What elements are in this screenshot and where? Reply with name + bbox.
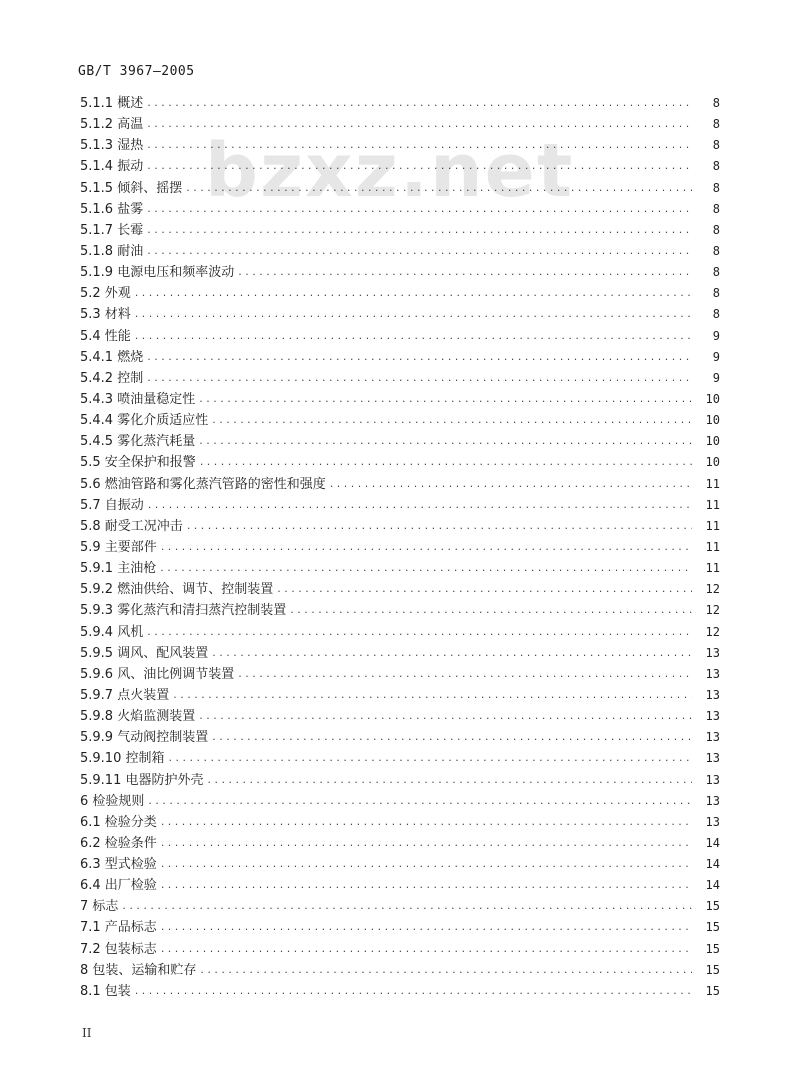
toc-entry-page: 9 bbox=[712, 370, 720, 385]
toc-leader-dots bbox=[135, 282, 692, 303]
toc-leader-dots bbox=[135, 325, 692, 346]
toc-entry-label: 5.2 外观 bbox=[80, 286, 131, 302]
toc-entry-page: 13 bbox=[705, 730, 720, 745]
toc-entry-page: 8 bbox=[712, 201, 720, 216]
toc-leader-dots bbox=[212, 642, 692, 663]
toc-entry bbox=[80, 917, 720, 938]
toc-entry-page: 13 bbox=[705, 751, 720, 766]
toc-leader-dots bbox=[238, 663, 692, 684]
toc-leader-dots bbox=[122, 895, 692, 916]
toc-entry-page: 14 bbox=[705, 857, 720, 872]
toc-entry bbox=[80, 431, 720, 452]
toc-entry bbox=[80, 241, 720, 262]
toc-leader-dots bbox=[161, 853, 692, 874]
toc-entry bbox=[80, 537, 720, 558]
toc-leader-dots bbox=[147, 92, 692, 113]
toc-entry bbox=[80, 791, 720, 812]
toc-leader-dots bbox=[147, 346, 692, 367]
toc-entry bbox=[80, 727, 720, 748]
toc-entry-label: 5.7 自振动 bbox=[80, 497, 144, 513]
toc-entry-label: 8 包装、运输和贮存 bbox=[80, 962, 197, 978]
toc-entry bbox=[80, 326, 720, 347]
toc-entry-page: 13 bbox=[705, 645, 720, 660]
toc-entry-label: 6 检验规则 bbox=[80, 793, 145, 809]
toc-entry-label: 5.8 耐受工况冲击 bbox=[80, 518, 183, 534]
toc-entry-label: 5.9.10 控制箱 bbox=[80, 751, 165, 767]
toc-entry-page: 11 bbox=[705, 539, 720, 554]
toc-leader-dots bbox=[161, 811, 692, 832]
toc-entry-page: 15 bbox=[705, 920, 720, 935]
toc-entry-page: 10 bbox=[705, 434, 720, 449]
table-of-contents bbox=[80, 93, 720, 1002]
page-number: II bbox=[82, 1026, 92, 1040]
toc-entry-page: 12 bbox=[705, 603, 720, 618]
document-code: GB/T 3967—2005 bbox=[78, 64, 195, 79]
toc-entry-label: 5.9.9 气动阀控制装置 bbox=[80, 730, 209, 746]
toc-leader-dots bbox=[161, 874, 692, 895]
toc-entry bbox=[80, 981, 720, 1002]
toc-entry bbox=[80, 685, 720, 706]
toc-entry-label: 5.5 安全保护和报警 bbox=[80, 455, 196, 471]
toc-entry bbox=[80, 558, 720, 579]
toc-entry-page: 10 bbox=[705, 391, 720, 406]
toc-leader-dots bbox=[161, 916, 692, 937]
toc-entry-page: 14 bbox=[705, 878, 720, 893]
toc-entry bbox=[80, 199, 720, 220]
toc-leader-dots bbox=[135, 980, 692, 1001]
toc-entry-label: 5.6 燃油管路和雾化蒸汽管路的密性和强度 bbox=[80, 476, 326, 492]
toc-entry bbox=[80, 495, 720, 516]
toc-entry-label: 5.3 材料 bbox=[80, 307, 131, 323]
toc-leader-dots bbox=[290, 599, 692, 620]
toc-entry bbox=[80, 833, 720, 854]
toc-entry-page: 15 bbox=[705, 899, 720, 914]
toc-entry-label: 5.4.1 燃烧 bbox=[80, 349, 144, 365]
toc-entry-label: 8.1 包装 bbox=[80, 983, 131, 999]
toc-entry-label: 5.9.4 风机 bbox=[80, 624, 144, 640]
toc-leader-dots bbox=[147, 367, 692, 388]
toc-entry-label: 6.4 出厂检验 bbox=[80, 878, 157, 894]
toc-entry-page: 8 bbox=[712, 243, 720, 258]
toc-entry-label: 5.9.11 电器防护外壳 bbox=[80, 772, 204, 788]
toc-entry-label: 5.1.2 高温 bbox=[80, 117, 144, 133]
toc-entry-label: 5.1.8 耐油 bbox=[80, 243, 144, 259]
toc-leader-dots bbox=[238, 261, 692, 282]
toc-entry bbox=[80, 706, 720, 727]
toc-leader-dots bbox=[199, 388, 692, 409]
toc-leader-dots bbox=[161, 938, 692, 959]
toc-entry-label: 5.1.7 长霉 bbox=[80, 222, 144, 238]
toc-entry-page: 13 bbox=[705, 772, 720, 787]
toc-leader-dots bbox=[207, 769, 692, 790]
toc-entry-page: 11 bbox=[705, 518, 720, 533]
toc-leader-dots bbox=[160, 557, 692, 578]
toc-entry-page: 8 bbox=[712, 159, 720, 174]
toc-entry-label: 5.9.3 雾化蒸汽和清扫蒸汽控制装置 bbox=[80, 603, 287, 619]
toc-entry-page: 9 bbox=[712, 328, 720, 343]
toc-entry-label: 5.1.9 电源电压和频率波动 bbox=[80, 265, 235, 281]
toc-entry bbox=[80, 178, 720, 199]
toc-leader-dots bbox=[147, 198, 692, 219]
toc-entry bbox=[80, 939, 720, 960]
toc-entry-label: 5.9.2 燃油供给、调节、控制装置 bbox=[80, 582, 274, 598]
toc-entry-page: 13 bbox=[705, 687, 720, 702]
toc-entry-page: 15 bbox=[705, 941, 720, 956]
toc-leader-dots bbox=[161, 832, 692, 853]
toc-entry bbox=[80, 600, 720, 621]
toc-entry bbox=[80, 93, 720, 114]
toc-leader-dots bbox=[147, 155, 692, 176]
toc-entry-page: 13 bbox=[705, 793, 720, 808]
toc-entry bbox=[80, 262, 720, 283]
toc-entry-label: 7.1 产品标志 bbox=[80, 920, 157, 936]
toc-entry-page: 8 bbox=[712, 286, 720, 301]
toc-entry-page: 8 bbox=[712, 180, 720, 195]
toc-entry bbox=[80, 389, 720, 410]
toc-entry-page: 11 bbox=[705, 497, 720, 512]
toc-leader-dots bbox=[147, 219, 692, 240]
toc-entry bbox=[80, 960, 720, 981]
toc-entry bbox=[80, 875, 720, 896]
toc-entry-page: 10 bbox=[705, 413, 720, 428]
toc-leader-dots bbox=[330, 473, 692, 494]
toc-entry-label: 7 标志 bbox=[80, 899, 119, 915]
toc-leader-dots bbox=[168, 747, 692, 768]
toc-entry bbox=[80, 664, 720, 685]
toc-leader-dots bbox=[212, 409, 692, 430]
toc-entry-page: 13 bbox=[705, 666, 720, 681]
toc-entry-page: 15 bbox=[705, 962, 720, 977]
toc-leader-dots bbox=[200, 959, 692, 980]
toc-leader-dots bbox=[277, 578, 692, 599]
toc-entry-page: 8 bbox=[712, 96, 720, 110]
toc-entry-label: 5.1.5 倾斜、摇摆 bbox=[80, 180, 183, 196]
toc-entry bbox=[80, 622, 720, 643]
toc-entry-label: 5.1.3 湿热 bbox=[80, 138, 144, 154]
toc-entry-label: 6.2 检验条件 bbox=[80, 835, 157, 851]
toc-entry-page: 13 bbox=[705, 814, 720, 829]
toc-entry-label: 5.9.7 点火装置 bbox=[80, 687, 170, 703]
toc-entry-page: 11 bbox=[705, 476, 720, 491]
toc-leader-dots bbox=[186, 177, 692, 198]
toc-entry-label: 5.9.1 主油枪 bbox=[80, 561, 157, 577]
toc-entry-label: 5.9 主要部件 bbox=[80, 539, 157, 555]
toc-leader-dots bbox=[187, 515, 692, 536]
toc-leader-dots bbox=[173, 684, 692, 705]
toc-entry bbox=[80, 368, 720, 389]
toc-entry-label: 5.4.5 雾化蒸汽耗量 bbox=[80, 434, 196, 450]
toc-entry-page: 10 bbox=[705, 455, 720, 470]
toc-entry-page: 8 bbox=[712, 117, 720, 132]
toc-entry-label: 5.4.4 雾化介质适应性 bbox=[80, 413, 209, 429]
toc-entry-page: 8 bbox=[712, 222, 720, 237]
toc-leader-dots bbox=[148, 494, 692, 515]
toc-entry bbox=[80, 220, 720, 241]
toc-entry bbox=[80, 896, 720, 917]
toc-entry-label: 6.3 型式检验 bbox=[80, 857, 157, 873]
toc-leader-dots bbox=[199, 705, 692, 726]
toc-entry-page: 8 bbox=[712, 138, 720, 153]
toc-entry bbox=[80, 156, 720, 177]
toc-entry-page: 14 bbox=[705, 835, 720, 850]
toc-entry-label: 5.1.4 振动 bbox=[80, 159, 144, 175]
toc-entry bbox=[80, 114, 720, 135]
toc-entry bbox=[80, 283, 720, 304]
toc-entry-label: 5.4.2 控制 bbox=[80, 370, 144, 386]
toc-entry bbox=[80, 812, 720, 833]
toc-leader-dots bbox=[161, 536, 692, 557]
toc-leader-dots bbox=[212, 726, 692, 747]
toc-entry bbox=[80, 410, 720, 431]
toc-entry bbox=[80, 770, 720, 791]
toc-entry-page: 13 bbox=[705, 709, 720, 724]
toc-entry-label: 5.1.1 概述 bbox=[80, 96, 144, 111]
toc-entry bbox=[80, 748, 720, 769]
toc-leader-dots bbox=[200, 451, 692, 472]
toc-entry-page: 8 bbox=[712, 307, 720, 322]
toc-entry bbox=[80, 304, 720, 325]
toc-leader-dots bbox=[199, 430, 692, 451]
toc-leader-dots bbox=[147, 134, 692, 155]
toc-entry-page: 8 bbox=[712, 265, 720, 280]
watermark: bzxz.net bbox=[205, 128, 575, 214]
toc-entry-page: 11 bbox=[705, 561, 720, 576]
toc-entry bbox=[80, 452, 720, 473]
toc-leader-dots bbox=[148, 790, 692, 811]
toc-entry-label: 5.1.6 盐雾 bbox=[80, 201, 144, 217]
toc-entry bbox=[80, 643, 720, 664]
toc-entry bbox=[80, 135, 720, 156]
toc-entry-label: 5.9.8 火焰监测装置 bbox=[80, 709, 196, 725]
toc-leader-dots bbox=[147, 621, 692, 642]
toc-entry bbox=[80, 516, 720, 537]
toc-entry-page: 12 bbox=[705, 582, 720, 597]
toc-entry-label: 6.1 检验分类 bbox=[80, 814, 157, 830]
toc-entry-page: 12 bbox=[705, 624, 720, 639]
toc-entry-label: 5.4 性能 bbox=[80, 328, 131, 344]
toc-entry-page: 15 bbox=[705, 983, 720, 998]
toc-entry bbox=[80, 347, 720, 368]
toc-entry bbox=[80, 854, 720, 875]
toc-leader-dots bbox=[147, 113, 692, 134]
toc-entry-page: 9 bbox=[712, 349, 720, 364]
toc-leader-dots bbox=[135, 303, 692, 324]
toc-entry-label: 5.9.5 调风、配风装置 bbox=[80, 645, 209, 661]
toc-entry-label: 5.4.3 喷油量稳定性 bbox=[80, 391, 196, 407]
toc-entry bbox=[80, 579, 720, 600]
toc-entry-label: 7.2 包装标志 bbox=[80, 941, 157, 957]
toc-leader-dots bbox=[147, 240, 692, 261]
toc-entry bbox=[80, 474, 720, 495]
toc-entry-label: 5.9.6 风、油比例调节装置 bbox=[80, 666, 235, 682]
